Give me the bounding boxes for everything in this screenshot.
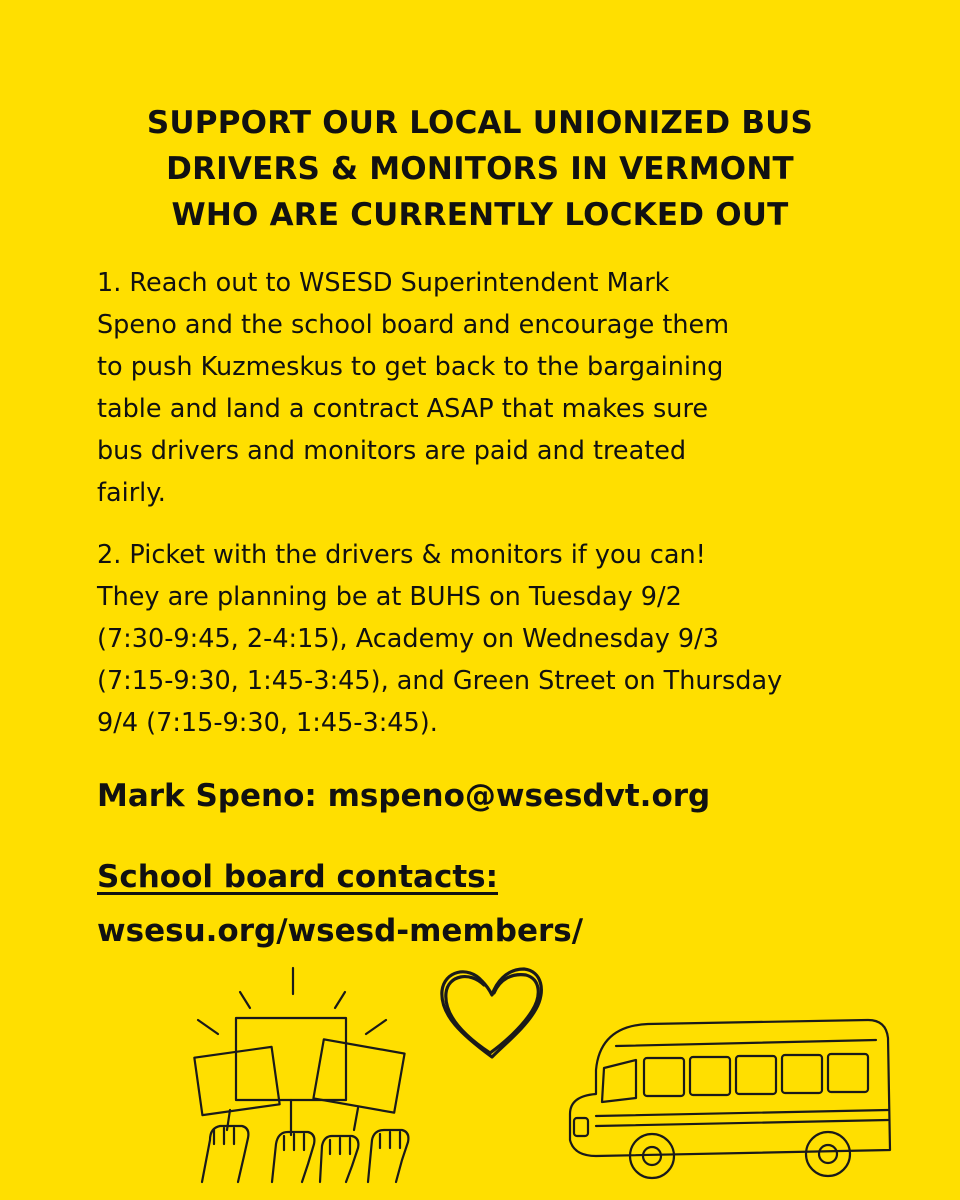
step-1-line: 1. Reach out to WSESD Superintendent Mark <box>97 268 670 298</box>
raised-fists-with-signs-icon <box>180 960 420 1190</box>
title-line-2: DRIVERS & MONITORS IN VERMONT <box>166 151 794 187</box>
step-1-line: Speno and the school board and encourage them <box>97 310 730 340</box>
step-2-line: They are planning be at BUHS on Tuesday 9/2 <box>97 582 682 612</box>
flyer-title <box>60 100 900 238</box>
step-1-line: to push Kuzmeskus to get back to the bargaining <box>97 352 724 382</box>
step-2-line: 2. Picket with the drivers & monitors if you can! <box>97 540 706 570</box>
step-2-line: (7:15-9:30, 1:45-3:45), and Green Street on Thursday <box>97 666 783 696</box>
step-2-paragraph <box>97 534 877 744</box>
school-bus-icon <box>556 1010 896 1190</box>
step-1-paragraph <box>97 262 877 514</box>
school-board-url: wsesu.org/wsesd-members/ <box>97 913 584 949</box>
school-board-label: School board contacts: <box>97 859 498 895</box>
step-2-line: (7:30-9:45, 2-4:15), Academy on Wednesday 9/3 <box>97 624 719 654</box>
step-2-line: 9/4 (7:15-9:30, 1:45-3:45). <box>97 708 438 738</box>
step-1-line: bus drivers and monitors are paid and treated <box>97 436 687 466</box>
step-1-line: table and land a contract ASAP that makes sure <box>97 394 709 424</box>
title-line-1: SUPPORT OUR LOCAL UNIONIZED BUS <box>146 105 814 141</box>
superintendent-contact: Mark Speno: mspeno@wsesdvt.org <box>97 778 711 814</box>
title-line-3: WHO ARE CURRENTLY LOCKED OUT <box>171 197 789 233</box>
school-board-contacts <box>97 850 583 958</box>
step-1-line: fairly. <box>97 478 166 508</box>
heart-icon <box>432 955 552 1070</box>
